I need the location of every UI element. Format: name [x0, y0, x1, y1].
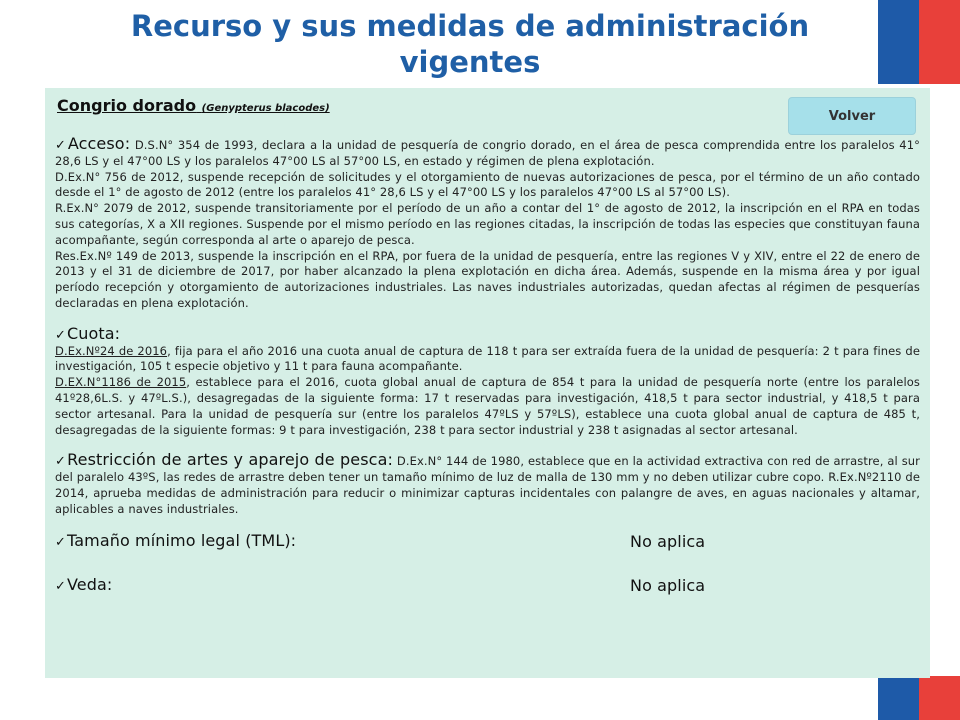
content-body [55, 136, 920, 596]
acceso-text-4: Res.Ex.Nº 149 de 2013, suspende la inscripción en el RPA, por fuera de la unidad de pesquería, entre las regiones V y XIV, entre el 22 de enero de 2013 y el 31 de diciembre de 2017, por haber alcanzado la plena explotación en dicha área. Además, suspende en la misma área y por igual período recepción y otorgamiento de autorizaciones industriales. Las naves industriales autorizadas, quedan afectas al régimen de pesquerías declaradas en plena explotación. [55, 248, 920, 310]
checkmark-icon: ✓ [55, 578, 66, 594]
veda-row [55, 576, 920, 596]
acceso-text-1: D.S.N° 354 de 1993, declara a la unidad de pesquería de congrio dorado, en el área de pesca comprendida entre los paralelos 41° 28,6 LS y el 47°00 LS y los paralelos 47°00 LS al 57°00 LS, en estado y régimen de plena explotación. [55, 138, 920, 168]
cuota-text-2-body: , establece para el 2016, cuota global anual de captura de 854 t para la unidad de pesquería norte (entre los paralelos 41º28,6L.S. y 47ºL.S.), desagregadas de la siguiente forma: 17 t reservadas para investigación, 418,5 t para sector industrial, y 418,5 t para sector artesanal. Para la unidad de pesquería sur (entre los paralelos 47ºLS y 57ºLS), establece una cuota global anual de captura de 485 t, desagregadas de la siguiente formas: 9 t para investigación, 238 t para sector industrial y 238 t asignadas al sector artesanal. [55, 375, 920, 437]
content-panel [45, 88, 930, 678]
checkmark-icon: ✓ [55, 327, 66, 343]
flag-decoration-bottom [878, 676, 960, 720]
tml-row [55, 532, 920, 552]
page-title: Recurso y sus medidas de administración vigentes [130, 9, 810, 79]
restriccion-section [55, 452, 920, 517]
species-name: Congrio dorado [57, 96, 197, 115]
acceso-heading: Acceso: [67, 134, 131, 153]
checkmark-icon: ✓ [55, 138, 67, 153]
species-heading [57, 96, 330, 115]
cuota-section [55, 323, 920, 344]
cuota-text-1 [55, 344, 920, 376]
checkmark-icon: ✓ [55, 454, 67, 470]
cuota-text-1-body: , fija para el año 2016 una cuota anual de captura de 118 t para ser extraída fuera de la unidad de pesquería: 2 t para fines de investigación, 105 t especie objetivo y 11 t para fauna acompañante. [55, 343, 920, 374]
cuota-link-1[interactable]: D.Ex.Nº24 de 2016 [55, 343, 168, 358]
restriccion-text: D.Ex.N° 144 de 1980, establece que en la actividad extractiva con red de arrastre, al sur del paralelo 43ºS, las redes de arrastre deben tener un tamaño mínimo de luz de malla de 130 mm y no deben utilizar cubre copo. R.Ex.Nº2110 de 2014, aprueba medidas de administración para reducir o minimizar capturas incidentales con palangre de aves, en aguas nacionales y altamar, aplicables a naves industriales. [55, 454, 921, 516]
veda-label: Veda: [67, 574, 113, 594]
species-scientific-name: (Genypterus blacodes) [201, 103, 330, 114]
restriccion-heading: Restricción de artes y aparejo de pesca: [67, 450, 393, 470]
checkmark-icon: ✓ [55, 534, 66, 550]
acceso-text-2: D.Ex.N° 756 de 2012, suspende recepción de solicitudes y el otorgamiento de nuevas autorizaciones de pesca, por el término de un año contado desde el 1° de agosto de 2012 (entre los paralelos 41° 28,6 LS y el 47°00 LS y los paralelos 47°00 LS al 57°00 LS). [55, 169, 920, 200]
cuota-heading: Cuota: [67, 323, 121, 343]
tml-label: Tamaño mínimo legal (TML): [67, 530, 297, 550]
veda-value: No aplica [630, 575, 706, 595]
volver-button[interactable]: Volver [788, 97, 916, 135]
tml-value: No aplica [630, 531, 706, 551]
acceso-text-3: R.Ex.N° 2079 de 2012, suspende transitoriamente por el período de un año a contar del 1° de agosto de 2012, la inscripción en el RPA en todas sus categorías, X a XII regiones. Suspende por el mismo período en las regiones citadas, la inscripción de todas las especies que constituyan fauna acompañante, según corresponda al arte o aparejo de pesca. [55, 201, 920, 247]
acceso-section [55, 136, 920, 170]
cuota-text-2 [55, 375, 920, 438]
flag-decoration-top [878, 0, 960, 84]
cuota-link-2[interactable]: D.EX.N°1186 de 2015 [55, 375, 187, 390]
